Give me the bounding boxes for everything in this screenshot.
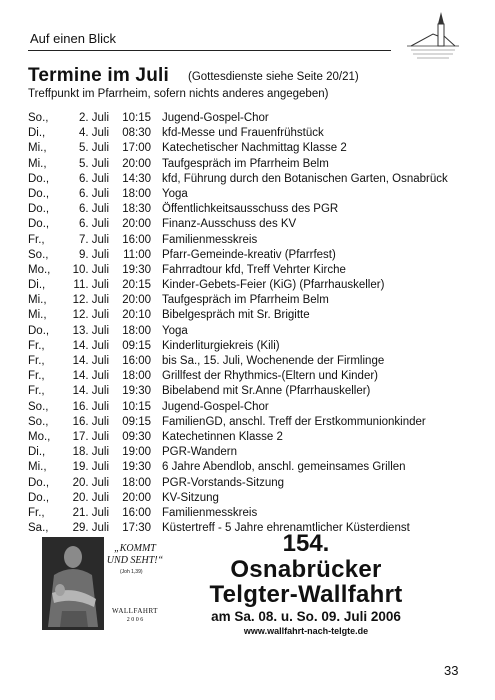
row-event: KV-Sitzung bbox=[162, 491, 219, 504]
schedule-row bbox=[28, 491, 468, 506]
row-time: 18:00 bbox=[122, 187, 151, 200]
row-day: Mi., bbox=[28, 461, 47, 474]
row-time: 16:00 bbox=[122, 355, 151, 367]
row-event: Öffentlichkeitsausschuss des PGR bbox=[162, 203, 339, 216]
row-event: PGR-Vorstands-Sitzung bbox=[162, 476, 285, 489]
row-time: 09:15 bbox=[122, 339, 151, 352]
row-date: 7. Juli bbox=[78, 233, 109, 246]
row-date: 29. Juli bbox=[72, 522, 109, 535]
row-event: Kinderliturgiekreis (Kili) bbox=[162, 339, 280, 352]
row-event: kfd, Führung durch den Botanischen Garten, Osnabrück bbox=[162, 172, 448, 185]
row-event: Jugend-Gospel-Chor bbox=[162, 400, 269, 413]
row-time: 09:30 bbox=[122, 430, 151, 443]
row-time: 16:00 bbox=[122, 233, 151, 246]
row-date: 16. Juli bbox=[72, 415, 109, 428]
schedule-row bbox=[28, 460, 468, 475]
row-day: Mi., bbox=[28, 294, 47, 307]
row-day: So., bbox=[28, 112, 49, 124]
row-date: 5. Juli bbox=[78, 157, 109, 170]
row-event: bis Sa., 15. Juli, Wochenende der Firmlinge bbox=[162, 355, 385, 367]
row-day: Mi., bbox=[28, 157, 47, 170]
row-day: Fr., bbox=[28, 339, 45, 352]
row-event: Bibelabend mit Sr.Anne (Pfarrhauskeller) bbox=[162, 385, 371, 398]
row-event: Taufgespräch im Pfarrheim Belm bbox=[162, 157, 329, 170]
row-date: 9. Juli bbox=[78, 248, 109, 261]
row-event: Katechetischer Nachmittag Klasse 2 bbox=[162, 142, 347, 155]
row-event: Jugend-Gospel-Chor bbox=[162, 112, 269, 124]
row-time: 18:00 bbox=[122, 370, 151, 383]
row-date: 6. Juli bbox=[78, 187, 109, 200]
row-event: Finanz-Ausschuss des KV bbox=[162, 218, 297, 231]
row-event: Familienmesskreis bbox=[162, 233, 258, 246]
schedule-row bbox=[28, 202, 468, 217]
row-date: 19. Juli bbox=[72, 461, 109, 474]
row-event: PGR-Wandern bbox=[162, 446, 237, 459]
row-time: 19:30 bbox=[122, 263, 151, 276]
schedule-row bbox=[28, 339, 468, 354]
row-date: 6. Juli bbox=[78, 172, 109, 185]
church-logo-icon bbox=[403, 10, 461, 60]
row-event: Fahrradtour kfd, Treff Vehrter Kirche bbox=[162, 263, 346, 276]
row-date: 2. Juli bbox=[78, 112, 109, 124]
header-section-title: Auf einen Blick bbox=[30, 31, 116, 46]
schedule-row bbox=[28, 430, 468, 445]
row-date: 12. Juli bbox=[72, 294, 109, 307]
schedule-table bbox=[28, 111, 468, 536]
schedule-row bbox=[28, 293, 468, 308]
row-day: Sa., bbox=[28, 522, 49, 535]
row-event: Bibelgespräch mit Sr. Brigitte bbox=[162, 309, 310, 322]
row-day: Di., bbox=[28, 127, 46, 140]
image-caption-2: 2 0 0 6 bbox=[126, 617, 144, 623]
row-day: Fr., bbox=[28, 355, 45, 367]
row-time: 17:00 bbox=[122, 142, 151, 155]
schedule-row bbox=[28, 354, 468, 369]
row-event: Katechetinnen Klasse 2 bbox=[162, 430, 283, 443]
row-day: Do., bbox=[28, 172, 50, 185]
row-date: 13. Juli bbox=[72, 324, 109, 337]
row-date: 20. Juli bbox=[72, 476, 109, 489]
row-day: So., bbox=[28, 248, 49, 261]
schedule-row bbox=[28, 172, 468, 187]
row-time: 19:00 bbox=[122, 446, 151, 459]
row-time: 18:30 bbox=[122, 203, 151, 216]
row-event: Küstertreff - 5 Jahre ehrenamtlicher Küsterdienst bbox=[162, 522, 410, 535]
subtitle: Treffpunkt im Pfarrheim, sofern nichts anderes angegeben) bbox=[28, 88, 329, 100]
row-time: 18:00 bbox=[122, 324, 151, 337]
row-day: So., bbox=[28, 415, 49, 428]
row-event: FamilienGD, anschl. Treff der Erstkommunionkinder bbox=[162, 415, 426, 428]
row-event: Pfarr-Gemeinde-kreativ (Pfarrfest) bbox=[162, 248, 336, 261]
row-date: 10. Juli bbox=[72, 263, 109, 276]
row-date: 16. Juli bbox=[72, 400, 109, 413]
row-time: 08:30 bbox=[122, 127, 151, 140]
schedule-row bbox=[28, 415, 468, 430]
pilgrimage-image bbox=[40, 535, 165, 632]
row-date: 11. Juli bbox=[73, 279, 109, 292]
row-day: Do., bbox=[28, 218, 50, 231]
schedule-row bbox=[28, 157, 468, 172]
row-day: Mi., bbox=[28, 142, 47, 155]
row-event: Familienmesskreis bbox=[162, 506, 258, 519]
schedule-row bbox=[28, 217, 468, 232]
row-time: 10:15 bbox=[122, 112, 151, 124]
row-day: Do., bbox=[28, 491, 50, 504]
image-quote: „KOMMT UND SEHT!“ bbox=[106, 543, 164, 566]
row-day: Do., bbox=[28, 187, 50, 200]
schedule-row bbox=[28, 248, 468, 263]
image-ref: (Joh 1,39) bbox=[120, 569, 143, 575]
row-event: kfd-Messe und Frauenfrühstück bbox=[162, 127, 324, 140]
row-event: Yoga bbox=[162, 324, 188, 337]
schedule-row bbox=[28, 278, 468, 293]
row-time: 10:15 bbox=[122, 400, 151, 413]
row-day: Mo., bbox=[28, 430, 51, 443]
row-date: 21. Juli bbox=[72, 506, 109, 519]
row-time: 20:10 bbox=[122, 309, 151, 322]
row-time: 14:30 bbox=[122, 172, 151, 185]
row-date: 6. Juli bbox=[78, 218, 109, 231]
row-date: 20. Juli bbox=[72, 491, 109, 504]
row-time: 20:00 bbox=[122, 157, 151, 170]
schedule-row bbox=[28, 476, 468, 491]
row-event: Taufgespräch im Pfarrheim Belm bbox=[162, 294, 329, 307]
schedule-row bbox=[28, 369, 468, 384]
row-time: 18:00 bbox=[122, 476, 151, 489]
schedule-row bbox=[28, 384, 468, 399]
row-time: 19:30 bbox=[122, 461, 151, 474]
row-day: Do., bbox=[28, 476, 50, 489]
row-date: 14. Juli bbox=[72, 339, 109, 352]
schedule-row bbox=[28, 308, 468, 323]
row-date: 6. Juli bbox=[78, 203, 109, 216]
row-event: Kinder-Gebets-Feier (KiG) (Pfarrhauskeller) bbox=[162, 279, 385, 292]
row-day: Fr., bbox=[28, 370, 45, 383]
banner-line-1: Osnabrücker bbox=[230, 556, 382, 583]
row-time: 09:15 bbox=[122, 415, 151, 428]
banner-line-2: Telgter-Wallfahrt bbox=[209, 581, 403, 608]
row-day: Mo., bbox=[28, 263, 51, 276]
row-day: Fr., bbox=[28, 233, 45, 246]
row-day: Do., bbox=[28, 203, 50, 216]
schedule-row bbox=[28, 506, 468, 521]
header-rule bbox=[28, 50, 391, 51]
row-event: 6 Jahre Abendlob, anschl. gemeinsames Grillen bbox=[162, 461, 406, 474]
schedule-row bbox=[28, 233, 468, 248]
row-date: 14. Juli bbox=[72, 385, 109, 398]
row-date: 17. Juli bbox=[72, 430, 109, 443]
row-time: 20:15 bbox=[122, 279, 151, 292]
row-date: 14. Juli bbox=[72, 370, 109, 383]
row-event: Grillfest der Rhythmics-(Eltern und Kinder) bbox=[162, 370, 379, 383]
row-day: Fr., bbox=[28, 385, 45, 398]
row-day: So., bbox=[28, 400, 49, 413]
row-time: 19:30 bbox=[122, 385, 151, 398]
row-date: 4. Juli bbox=[78, 127, 109, 140]
row-date: 12. Juli bbox=[72, 309, 109, 322]
page-title-note: (Gottesdienste siehe Seite 20/21) bbox=[188, 71, 359, 83]
pilgrimage-banner bbox=[172, 530, 440, 637]
row-time: 17:30 bbox=[122, 522, 151, 535]
image-caption-1: WALLFAHRT bbox=[112, 607, 158, 615]
row-time: 20:00 bbox=[122, 218, 151, 231]
row-time: 11:00 bbox=[123, 248, 151, 261]
row-day: Do., bbox=[28, 324, 50, 337]
schedule-row bbox=[28, 324, 468, 339]
schedule-row bbox=[28, 263, 468, 278]
schedule-row bbox=[28, 111, 468, 126]
row-date: 18. Juli bbox=[72, 446, 109, 459]
row-day: Di., bbox=[28, 446, 46, 459]
row-date: 5. Juli bbox=[78, 142, 109, 155]
banner-url[interactable]: www.wallfahrt-nach-telgte.de bbox=[243, 626, 369, 636]
schedule-row bbox=[28, 141, 468, 156]
banner-number: 154. bbox=[282, 530, 330, 557]
row-date: 14. Juli bbox=[72, 355, 109, 367]
schedule-row bbox=[28, 126, 468, 141]
row-day: Di., bbox=[28, 279, 46, 292]
banner-dates: am Sa. 08. u. So. 09. Juli 2006 bbox=[211, 609, 401, 624]
row-time: 16:00 bbox=[122, 506, 151, 519]
schedule-row bbox=[28, 400, 468, 415]
row-day: Fr., bbox=[28, 506, 45, 519]
schedule-row bbox=[28, 445, 468, 460]
page-title: Termine im Juli bbox=[28, 65, 169, 86]
page-number: 33 bbox=[444, 663, 459, 678]
row-time: 20:00 bbox=[122, 294, 151, 307]
row-day: Mi., bbox=[28, 309, 47, 322]
row-time: 20:00 bbox=[122, 491, 151, 504]
schedule-row bbox=[28, 187, 468, 202]
row-event: Yoga bbox=[162, 187, 188, 200]
